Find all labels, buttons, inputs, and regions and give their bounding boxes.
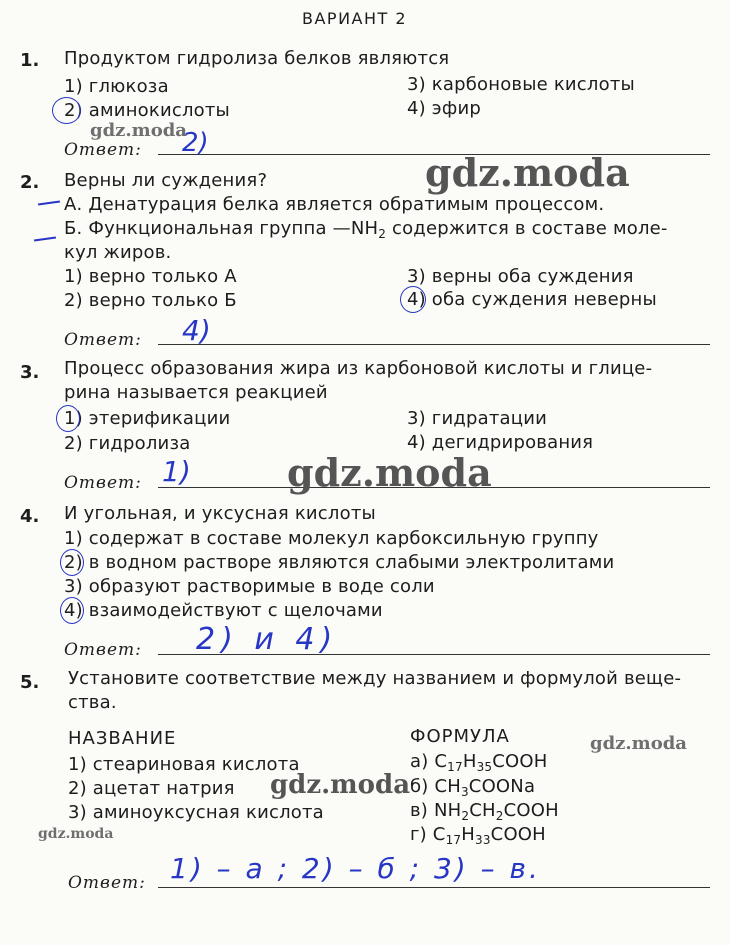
q2-text: Верны ли суждения? xyxy=(64,170,268,191)
q5-formula-a: а) $C_{17}H_{35}COOH$ xyxy=(410,751,548,774)
q5-formula-c: в) $NH_2CH_2COOH$ xyxy=(410,800,559,823)
q2-option-3: 3) верны оба суждения xyxy=(407,266,634,287)
q3-number: 3. xyxy=(20,362,40,383)
q5-name-3: 3) аминоуксусная кислота xyxy=(68,802,324,823)
watermark: gdz.moda xyxy=(590,733,687,754)
q2-answer: 4) xyxy=(182,314,211,347)
q4-text: И угольная, и уксусная кислоты xyxy=(64,503,376,524)
q3-selected-circle xyxy=(56,405,80,432)
q1-option-2: 2) аминокислоты xyxy=(64,100,230,121)
q2-option-4: 4) оба суждения неверны xyxy=(407,289,657,310)
q4-answer: 2) и 4) xyxy=(196,622,339,657)
q1-number: 1. xyxy=(20,50,40,71)
q4-option-1: 1) содержат в составе молекул карбоксильную группу xyxy=(64,528,599,549)
q5-name-1: 1) стеариновая кислота xyxy=(68,754,300,775)
q2-statement-a: А. Денатурация белка является обратимым процессом. xyxy=(64,194,605,215)
q3-option-3: 3) гидратации xyxy=(407,408,548,429)
q1-text: Продуктом гидролиза белков являются xyxy=(64,48,450,69)
q3-text-line1: Процесс образования жира из карбоновой кислоты и глице- xyxy=(64,358,653,379)
q4-selected-circle-4 xyxy=(60,597,84,624)
q2-option-2: 2) верно только Б xyxy=(64,290,237,311)
q4-selected-circle-2 xyxy=(60,549,84,576)
q2-mark-b xyxy=(34,236,56,241)
watermark: gdz.moda xyxy=(425,150,630,195)
q2-answer-line xyxy=(158,344,710,345)
q1-selected-circle xyxy=(52,97,81,124)
q2-mark-a xyxy=(38,200,60,205)
q5-text-line2: ства. xyxy=(68,692,117,713)
q2-number: 2. xyxy=(20,172,40,193)
q4-option-4: 4) взаимодействуют с щелочами xyxy=(64,600,383,621)
q5-name-2: 2) ацетат натрия xyxy=(68,778,235,799)
q5-formula-b: б) $CH_3COONa$ xyxy=(410,776,536,799)
q2-option-1: 1) верно только А xyxy=(64,266,237,287)
q5-number: 5. xyxy=(20,672,40,693)
q4-number: 4. xyxy=(20,506,40,527)
q5-answer-line xyxy=(158,887,710,888)
watermark: gdz.moda xyxy=(90,120,187,141)
watermark: gdz.moda xyxy=(270,770,411,800)
q1-answer-label: Ответ: xyxy=(64,140,142,160)
q5-col-name: НАЗВАНИЕ xyxy=(68,728,177,749)
q5-col-formula: ФОРМУЛА xyxy=(410,726,510,747)
watermark: gdz.moda xyxy=(287,450,492,495)
q5-answer-label: Ответ: xyxy=(68,873,146,893)
q3-answer: 1) xyxy=(162,455,191,488)
q2-selected-circle xyxy=(400,286,426,313)
q2-statement-b-cont: кул жиров. xyxy=(64,242,172,263)
q5-text-line1: Установите соответствие между названием и формулой веще- xyxy=(68,668,682,689)
q5-formula-d: г) $C_{17}H_{33}COOH$ xyxy=(410,824,546,847)
q5-answer: 1) – а ; 2) – б ; 3) – в. xyxy=(170,852,541,885)
q1-option-3: 3) карбоновые кислоты xyxy=(407,74,635,95)
q4-option-2: 2) в водном растворе являются слабыми электролитами xyxy=(64,552,615,573)
q3-option-4: 4) дегидрирования xyxy=(407,432,594,453)
q3-option-1: 1) этерификации xyxy=(64,408,231,429)
q1-option-4: 4) эфир xyxy=(407,98,481,119)
q2-answer-label: Ответ: xyxy=(64,330,142,350)
q4-answer-label: Ответ: xyxy=(64,640,142,660)
q4-option-3: 3) образуют растворимые в воде соли xyxy=(64,576,435,597)
variant-title: ВАРИАНТ 2 xyxy=(302,9,408,28)
q1-answer: 2) xyxy=(182,128,209,158)
q1-option-1: 1) глюкоза xyxy=(64,76,169,97)
q3-answer-label: Ответ: xyxy=(64,473,142,493)
q3-text-line2: рина называется реакцией xyxy=(64,382,328,403)
q2-statement-b: Б. Функциональная группа $—NH_2$ содержится в составе моле- xyxy=(64,218,668,241)
watermark: gdz.moda xyxy=(38,826,114,842)
q3-option-2: 2) гидролиза xyxy=(64,433,191,454)
